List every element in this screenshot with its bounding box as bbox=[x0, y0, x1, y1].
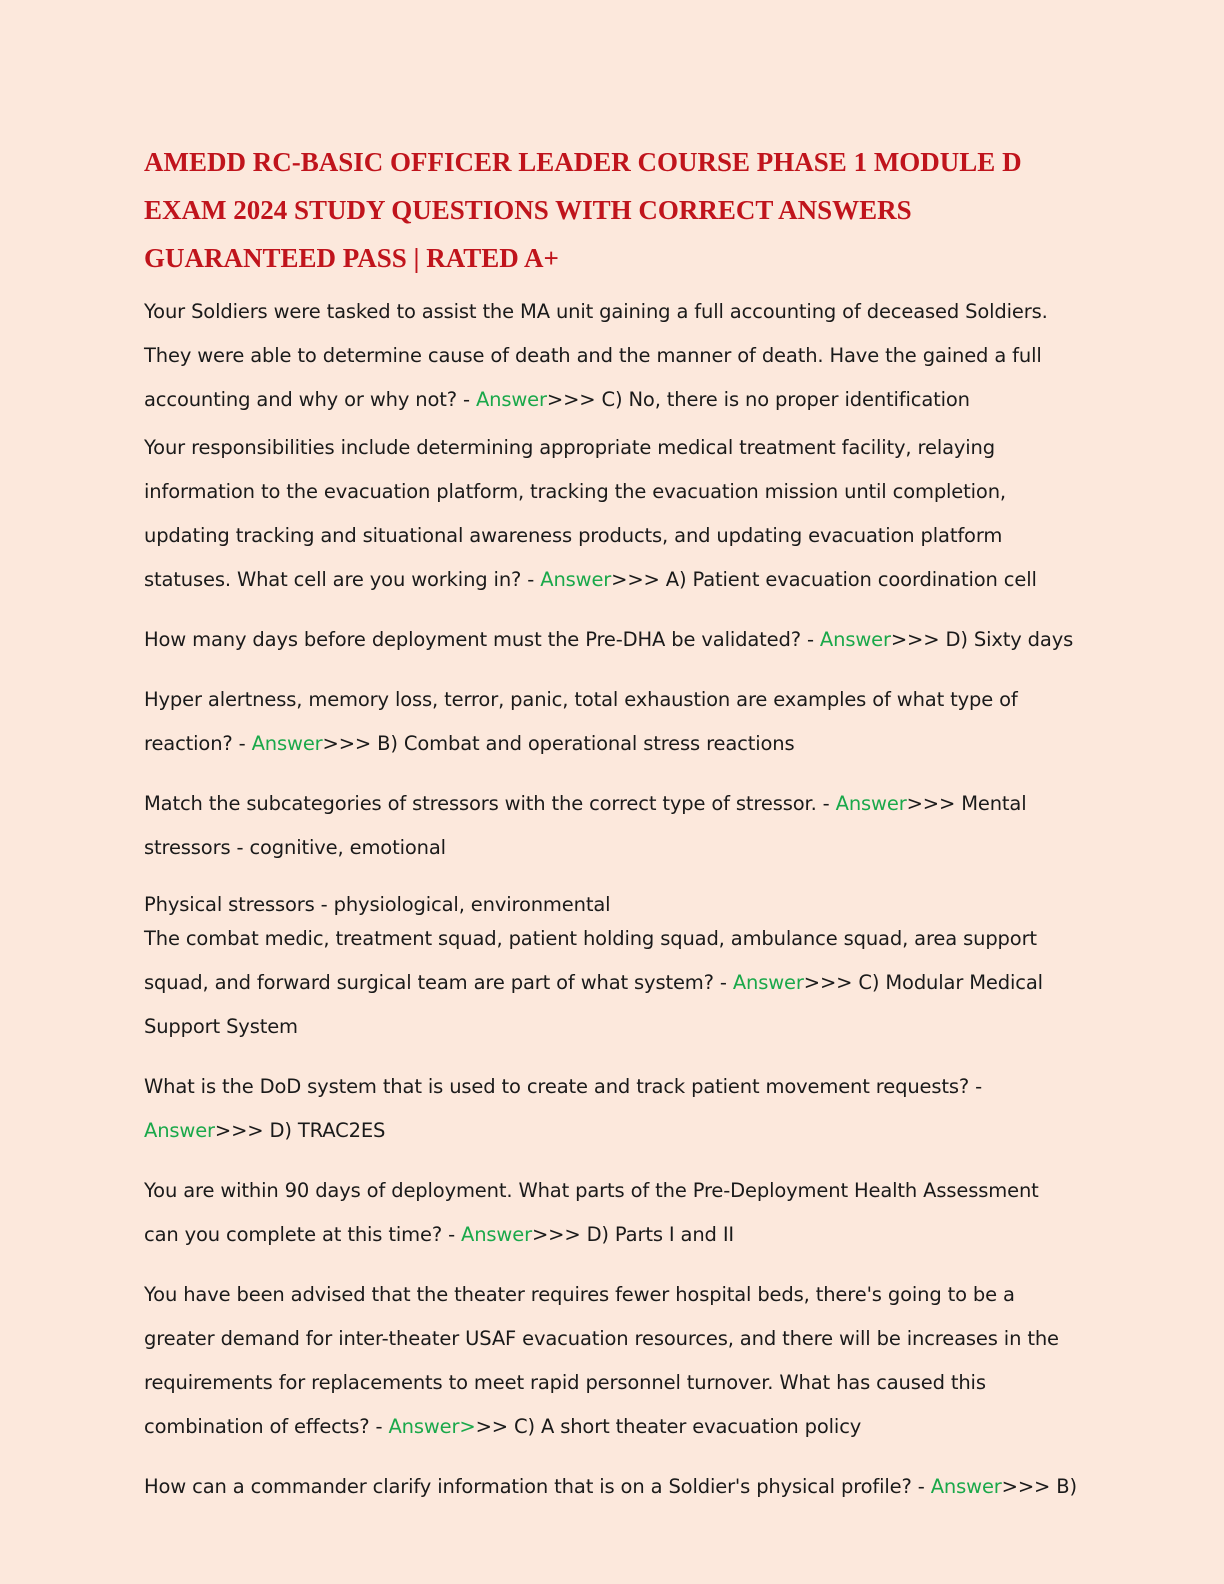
question-2-line-3: updating tracking and situational awareness products, and updating evacuation platform bbox=[144, 524, 1003, 547]
question-2-line-4 bbox=[144, 558, 1084, 602]
question-9 bbox=[144, 1273, 1084, 1449]
answer-arrows: >>> bbox=[906, 792, 956, 815]
answer-label: Answer bbox=[144, 1119, 215, 1142]
title-line-2: EXAM 2024 STUDY QUESTIONS WITH CORRECT ANSWERS bbox=[144, 195, 912, 225]
question-8-line-1: You are within 90 days of deployment. What parts of the Pre-Deployment Health Assessment bbox=[144, 1179, 1039, 1202]
question-5-line-2: stressors - cognitive, emotional bbox=[144, 836, 446, 859]
question-2 bbox=[144, 426, 1084, 602]
question-7-line-2 bbox=[144, 1109, 1084, 1153]
document-title bbox=[144, 138, 1084, 282]
question-6-line-2 bbox=[144, 961, 1084, 1005]
answer-label: Answer bbox=[732, 971, 804, 994]
question-9-line-1: You have been advised that the theater requires fewer hospital beds, there's going to be a bbox=[144, 1283, 1015, 1306]
question-4-line-2 bbox=[144, 722, 1084, 766]
question-4-text-end: reaction? - bbox=[144, 732, 246, 755]
answer-label: Answer bbox=[540, 568, 612, 591]
answer-10-text: B) bbox=[1050, 1475, 1077, 1498]
answer-label: Answer bbox=[819, 628, 891, 651]
question-5-line-1 bbox=[144, 782, 1084, 826]
question-1-line-3 bbox=[144, 378, 1084, 422]
question-8 bbox=[144, 1169, 1084, 1257]
question-5-text: Match the subcategories of stressors with the correct type of stressor. - bbox=[144, 792, 830, 815]
question-1-text-end: accounting and why or why not? - bbox=[144, 388, 470, 411]
question-8-line-2 bbox=[144, 1213, 1084, 1257]
answer-8-text: D) Parts I and II bbox=[580, 1223, 735, 1246]
question-1-line-2: They were able to determine cause of death and the manner of death. Have the gained a full bbox=[144, 344, 1042, 367]
answer-arrows: >>> bbox=[890, 628, 940, 651]
question-7-line-1: What is the DoD system that is used to create and track patient movement requests? - bbox=[144, 1075, 983, 1098]
question-9-text-end: combination of effects? - bbox=[144, 1415, 383, 1438]
answer-arrows: >>> bbox=[1001, 1475, 1051, 1498]
title-line-1: AMEDD RC-BASIC OFFICER LEADER COURSE PHASE 1 MODULE D bbox=[144, 147, 1022, 177]
answer-7-text: D) TRAC2ES bbox=[263, 1119, 386, 1142]
question-9-line-3: requirements for replacements to meet rapid personnel turnover. What has caused this bbox=[144, 1371, 986, 1394]
answer-label: Answer bbox=[930, 1475, 1002, 1498]
answer-5-text: Mental bbox=[955, 792, 1027, 815]
question-10-line-1 bbox=[144, 1465, 1084, 1509]
answer-label: Answer bbox=[251, 732, 323, 755]
question-8-text-end: can you complete at this time? - bbox=[144, 1223, 455, 1246]
question-2-line-2: information to the evacuation platform, tracking the evacuation mission until completion, bbox=[144, 480, 1006, 503]
document-page bbox=[144, 138, 1084, 1509]
question-3 bbox=[144, 618, 1084, 662]
answer-label: Answer> bbox=[388, 1415, 476, 1438]
question-10-text: How can a commander clarify information that is on a Soldier's physical profile? - bbox=[144, 1475, 925, 1498]
answer-6-text: C) Modular Medical bbox=[852, 971, 1043, 994]
question-6 bbox=[144, 917, 1084, 1049]
answer-9-text: >> C) A short theater evacuation policy bbox=[475, 1415, 862, 1438]
answer-1-text: C) No, there is no proper identification bbox=[595, 388, 970, 411]
title-line-3: GUARANTEED PASS | RATED A+ bbox=[144, 243, 559, 273]
question-1 bbox=[144, 290, 1084, 422]
question-6-line-3: Support System bbox=[144, 1015, 298, 1038]
answer-arrows: >>> bbox=[322, 732, 372, 755]
question-1-line-1: Your Soldiers were tasked to assist the MA unit gaining a full accounting of deceased Soldiers. bbox=[144, 300, 1048, 323]
question-4-line-1: Hyper alertness, memory loss, terror, panic, total exhaustion are examples of what type of bbox=[144, 688, 1018, 711]
answer-2-text: A) Patient evacuation coordination cell bbox=[659, 568, 1037, 591]
question-4 bbox=[144, 678, 1084, 766]
answer-arrows: >>> bbox=[803, 971, 853, 994]
answer-arrows: >>> bbox=[531, 1223, 581, 1246]
question-5 bbox=[144, 782, 1084, 870]
answer-arrows: >>> bbox=[611, 568, 660, 591]
answer-label: Answer bbox=[475, 388, 547, 411]
question-3-text: How many days before deployment must the Pre-DHA be validated? - bbox=[144, 628, 814, 651]
question-2-text-end: statuses. What cell are you working in? - bbox=[144, 568, 535, 591]
question-3-line-1 bbox=[144, 618, 1084, 662]
question-10 bbox=[144, 1465, 1084, 1509]
answer-label: Answer bbox=[461, 1223, 532, 1246]
question-5-line-3: Physical stressors - physiological, environmental bbox=[144, 893, 611, 916]
question-9-line-2: greater demand for inter-theater USAF evacuation resources, and there will be increases in the bbox=[144, 1327, 1059, 1350]
question-2-line-1: Your responsibilities include determining appropriate medical treatment facility, relaying bbox=[144, 436, 995, 459]
answer-arrows: >>> bbox=[214, 1119, 264, 1142]
question-7 bbox=[144, 1065, 1084, 1153]
question-6-text-end: squad, and forward surgical team are part of what system? - bbox=[144, 971, 727, 994]
answer-3-text: D) Sixty days bbox=[939, 628, 1074, 651]
question-6-line-1: The combat medic, treatment squad, patient holding squad, ambulance squad, area support bbox=[144, 927, 1037, 950]
answer-arrows: >>> bbox=[546, 388, 596, 411]
question-9-line-4 bbox=[144, 1405, 1084, 1449]
answer-label: Answer bbox=[835, 792, 907, 815]
answer-4-text: B) Combat and operational stress reactions bbox=[371, 732, 795, 755]
